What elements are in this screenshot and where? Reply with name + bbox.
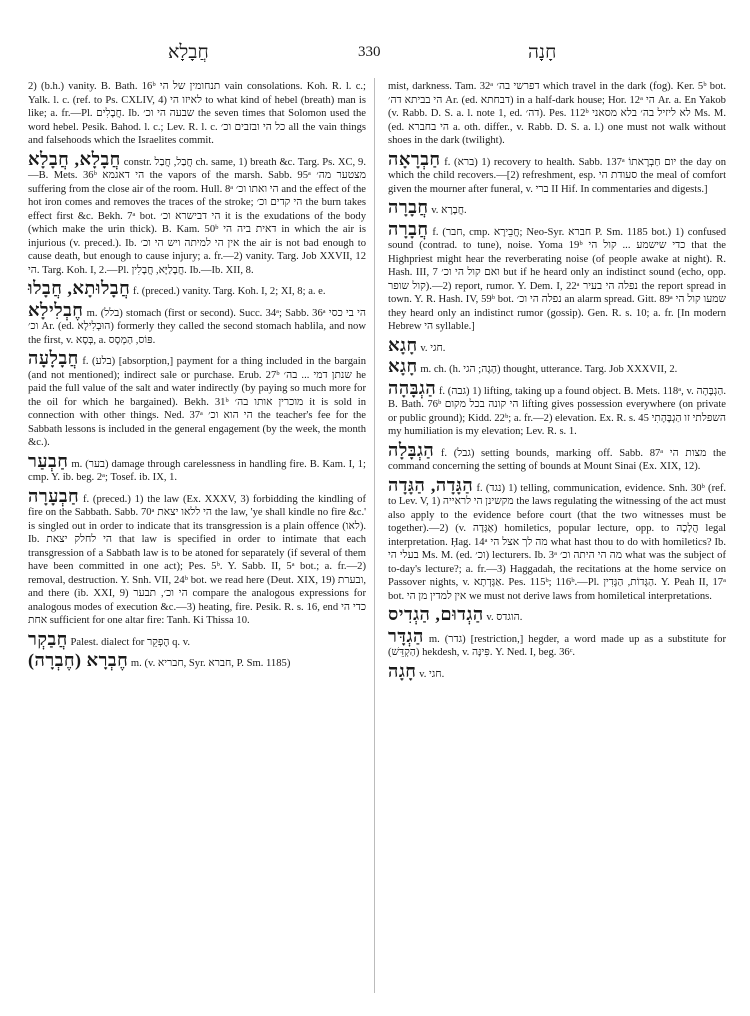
entry-definition: m. (גדר) [restriction,] hegder, a word made up as a substitute for (הַקְדֵּשׁ) hekdesh, v. פִּינָּה. Y. Ned. I, beg. 36ᶜ. — [388, 633, 726, 658]
dictionary-entry — [388, 218, 726, 334]
entry-headword: חֲבַקְר — [28, 628, 68, 649]
dictionary-entry — [388, 197, 726, 218]
entry-headword: חֲבָרָה — [388, 197, 429, 217]
entry-headword: חֶבְרָא (חֶבְרָה) — [28, 650, 129, 670]
dictionary-entry — [28, 278, 366, 299]
entry-headword: חָגָה — [388, 660, 417, 681]
header-right-word: חָנָה — [528, 42, 557, 63]
dictionary-entry — [388, 80, 726, 148]
entry-headword: הַגָּדָה, הַגָּדָה — [388, 474, 474, 495]
dictionary-entry — [388, 474, 727, 604]
entry-definition: Palest. dialect for הֶפְקֵר q. v. — [70, 636, 190, 648]
entry-headword: הַגְדוּם, הַגְדִיס — [388, 604, 484, 624]
entry-headword: חָגָא — [388, 356, 418, 376]
entry-definition: mist, darkness. Tam. 32ᵃ דפרשי בה׳ which travel in the dark (fog). Ker. 5ᵇ bot. הי בביתא דה׳ Ar. (ed. דבחתא) in a half-dark house; Hor. 12ᵃ הי Ar. a. En Yakob (v. Rabb. D. S. a. l. note 1, ed. דה׳). Pes. 112ᵇ לא ליזיל בה׳ בלא מסאני Ms. M. (ed. הי בחברא a. oth. differ., v. Rabb. D. S. a. l.) one must not walk without shoes in the dark (twilight). — [388, 81, 727, 146]
entry-headword: חַבְעָרָה — [28, 485, 80, 506]
entry-definition: f. (נגד) 1) telling, communication, evidence. Snh. 30ᵇ (ref. to Lev. V, 1) מקשינן הי לראייה the laws regulating the witnessing of the act must also apply to the evidence before court (that the two witnesses must be together).—2) (v. אַגָּדָה) homiletics, popular lecture, opp. to הֲלָכָה legal interpretation. Ḥag. 14ᵃ מה לך אצל הי what hast thou to do with homiletics? Ib. בעלי הי Ms. M. (ed. וכ׳) lecturers. Ib. 3ᵃ מה הי היתה וכ׳ what was the subject of to-day's lecture?; a. fr.—3) Haggadah, the recitations at the home service on Passover nights, v. אַגָּדְתָא. Pes. 115ᵇ; 116ᵇ.—Pl. הַגָּדוֹת, הַגָּדִין. Y. Peah II, 17ᵃ bot. אין למדין מן הי we must not derive laws from homiletical interpretations. — [388, 482, 727, 602]
entry-headword: חֲבָרָה — [388, 218, 429, 239]
entry-definition: constr. חֲבַל, חֲבַל ch. same, 1) breath &c. Targ. Ps. XC, 9.—B. Mets. 36ᵇ הי דאגמא the vapors of the marsh. Sabb. 95ᵃ מצטער מה׳ suffering from the close air of the room. Hull. 8ᵃ הי ואתו וכ׳ and the effect of the hot iron comes and removes the traces of the stroke; הי קדים וכ׳ the burn takes effect first &c. Bekh. 7ᵃ bot. הי דבישרא וכ׳ it is the exudations of the body (which make the urin thick). B. Kam. 50ᵇ דאית ביה הי in which the air is injurious (v. preced.). Ib. אין הי למיתה ויש הי וכ׳ the air is not bad enough to cause death, but enough to cause injury; a. fr.—2) vanity. Targ. Job XXVII, 12 הי. Targ. Koh. I, 2.—Pl. חֲבָלַיָּא, חֲבָלִין. Ib.—Ib. XII, 8. — [28, 156, 367, 276]
entry-definition: v. חגי. — [420, 342, 446, 354]
entry-headword: חָגָא — [388, 334, 418, 355]
entry-definition: v. הוגדס. — [486, 612, 523, 623]
entry-definition: f. (בלע) [absorption,] payment for a thing included in the bargain (and not mentioned); indirect sale or purchase. Erub. 27ᵇ שנתן דמי ... בה׳ he paid the full value of the salt and water indirectly (by paying so much more for the oil for which he bargained). Bekh. 31ᵇ מוכרין אותו בה׳ it is sold in connection with other things. Ned. 37ᵃ הי הוא וכ׳ the teacher's fee for the Sabbath lessons is included in the general engagement (by the week, the month &c.). — [28, 356, 366, 448]
header-left-word: חֲבָלָא — [168, 42, 209, 63]
dictionary-entry — [388, 604, 726, 625]
entry-headword: הַגְדָּר — [388, 625, 424, 646]
entry-headword: הַגְבָּהָה — [388, 377, 437, 398]
right-column — [388, 80, 726, 686]
entry-headword: חַבְרָאָה — [388, 148, 441, 169]
dictionary-entry — [28, 348, 366, 450]
entry-definition: f. (גבל) setting bounds, marking off. Sabb. 87ᵃ מצות הי the command concerning the setting of bounds at Mount Sinai (Ex. XIX, 12). — [388, 447, 726, 472]
dictionary-entry — [388, 334, 726, 356]
entry-definition: m. (בער) damage through carelessness in handling fire. B. Kam. I, 1; cmp. Y. ib. beg. 2ᵃ; Tosef. ib. IX, 1. — [28, 458, 366, 483]
running-header — [0, 42, 750, 66]
dictionary-entry — [28, 148, 367, 278]
dictionary-entry — [388, 660, 726, 682]
entry-headword: חֲבָלָא, חֲבָלָא — [28, 148, 121, 169]
dictionary-entry — [28, 650, 366, 671]
dictionary-entry — [388, 148, 727, 197]
entry-definition: f. (ברא) 1) recovery to health. Sabb. 137ᵃ יום חַבְרָאתוֹ the day on which the child recovers.—[2) refreshment, esp. סעודת הי the meal of comfort given the mourner after funeral, v. ברי II Hif. In commentaries and digests.] — [388, 156, 727, 195]
entry-definition: f. (גבה) 1) lifting, taking up a found object. B. Mets. 118ᵃ, v. הַגְבָּהָה. B. Bath. 76ᵇ הי קונה בכל מקום lifting gives possession everywhere (on private or public ground); Kidd. 22ᵇ; a. fr.—2) elevation. Ex. R. s. 45 השפלתי זו הַגְבָּהָתִי my humiliation is my elevation; Lev. R. s. 1. — [388, 385, 726, 437]
dictionary-entry — [28, 80, 366, 148]
dictionary-entry — [28, 450, 366, 485]
dictionary-entry — [388, 625, 726, 660]
entry-definition: f. (preced.) 1) the law (Ex. XXXV, 3) forbidding the kindling of fire on the Sabbath. Sabb. 70ᵃ הי ללאו יצאת the law, 'ye shall kindle no fire &c.' is singled out in order to indicate that its transgression is a plain offence (לאו). Ib. הי לחלק יצאת that law is specified in order to intimate that each transgression of a Sabbath law is to be atoned for separately (if several of them have been committed in one act); Pes. 5ᵇ. Y. Sabb. II, 5ᵃ bot.; a. fr.—2) removal, destruction. Y. Snh. VII, 24ᵇ bot. we read here (Deut. XIX, 19) ובערת, and there (ib. XXI, 9) הי וכ׳, תבער compare the analogous expressions for analogous modes of execution &c.—3) heating, fire. Pesik. R. s. 16, end כדי הי אחת sufficient for one altar fire: Tanh. Ki Thissa 10. — [28, 493, 367, 626]
entry-definition: v. חֲבָרָא. — [431, 205, 467, 216]
entry-definition: f. (חבר, cmp. חֲבֵירָא; Neo-Syr. חברא P. Sm. 1185 bot.) 1) confused sound (contrad. to tune), noise. Yoma 19ᵇ כדי שישמע ... קול הי that the Highpriest might hear the reverberating noise (of people awake at night). R. Hash. III, 7 ואם קול הי וכ׳ but if he heard only an indistinct sound (echo, opp. קול שופר).—2) report, rumor. Y. Dem. I, 22ᵃ נפלה הי בעיר the report spread in town. Y. R. Hash. IV, 59ᵇ bot. נפלה הי וכ׳ an alarm spread. Gitt. 89ᵃ שמעו קול הי they heard only an indistinct rumor (gossip). Gen. R. s. 10; a. fr. [In modern Hebrew הי syllable.] — [388, 226, 726, 332]
dictionary-entry — [28, 485, 367, 628]
left-column — [28, 80, 366, 676]
entry-headword: הַגְבָּלָה — [388, 439, 435, 460]
entry-headword: חַבְעַר — [28, 450, 69, 471]
dictionary-entry — [388, 356, 726, 377]
dictionary-entry — [28, 628, 366, 650]
entry-definition: 2) (b.h.) vanity. B. Bath. 16ᵇ תנחומין של הי vain consolations. Koh. R. l. c.; Yalk. l. c. (ref. to Ps. CXLIV, 4) לאיזו הי to what kind of hebel (breath) man is like; a. fr.—Pl. חֲבָלִים. Ib. שבעה הי וכ׳ the seven times that Solomon used the word hebel. Pesik. Bahod. l. c.; Lev. R. l. c. כל הי ובזבים וכ׳ all the vain things and falsehoods which the Israelites commit. — [28, 81, 366, 146]
dictionary-entry — [28, 299, 366, 348]
dictionary-entry — [388, 377, 726, 439]
entry-definition: m. (בלל) stomach (first or second). Succ. 34ᵃ; Sabb. 36ᵃ הי בי כסי וכ׳ Ar. (ed. הוּבְלִילָא) formerly they called the second stomach hablila, and now the first, v. בְּסָא, a. פּוֹס, הַמְסָס. — [28, 307, 366, 346]
column-divider — [374, 78, 375, 993]
entry-headword: חֲבָלוּתָא, חֲבָלוּ — [28, 278, 131, 298]
entry-definition: m. (v. חבריא, Syr. חברא, P. Sm. 1185) — [130, 658, 291, 669]
entry-headword: חֲבָלָעָה — [28, 348, 79, 368]
entry-definition: m. ch. (h. הָגָה; הגי) thought, utterance. Targ. Job XXXVII, 2. — [420, 364, 678, 375]
entry-definition: v. חגי. — [419, 668, 445, 680]
entry-headword: חֶבְלִילָא — [28, 299, 84, 320]
entry-definition: f. (preced.) vanity. Targ. Koh. I, 2; XI, 8; a. e. — [132, 286, 326, 297]
dictionary-entry — [388, 439, 726, 474]
page-number: 330 — [358, 44, 381, 60]
